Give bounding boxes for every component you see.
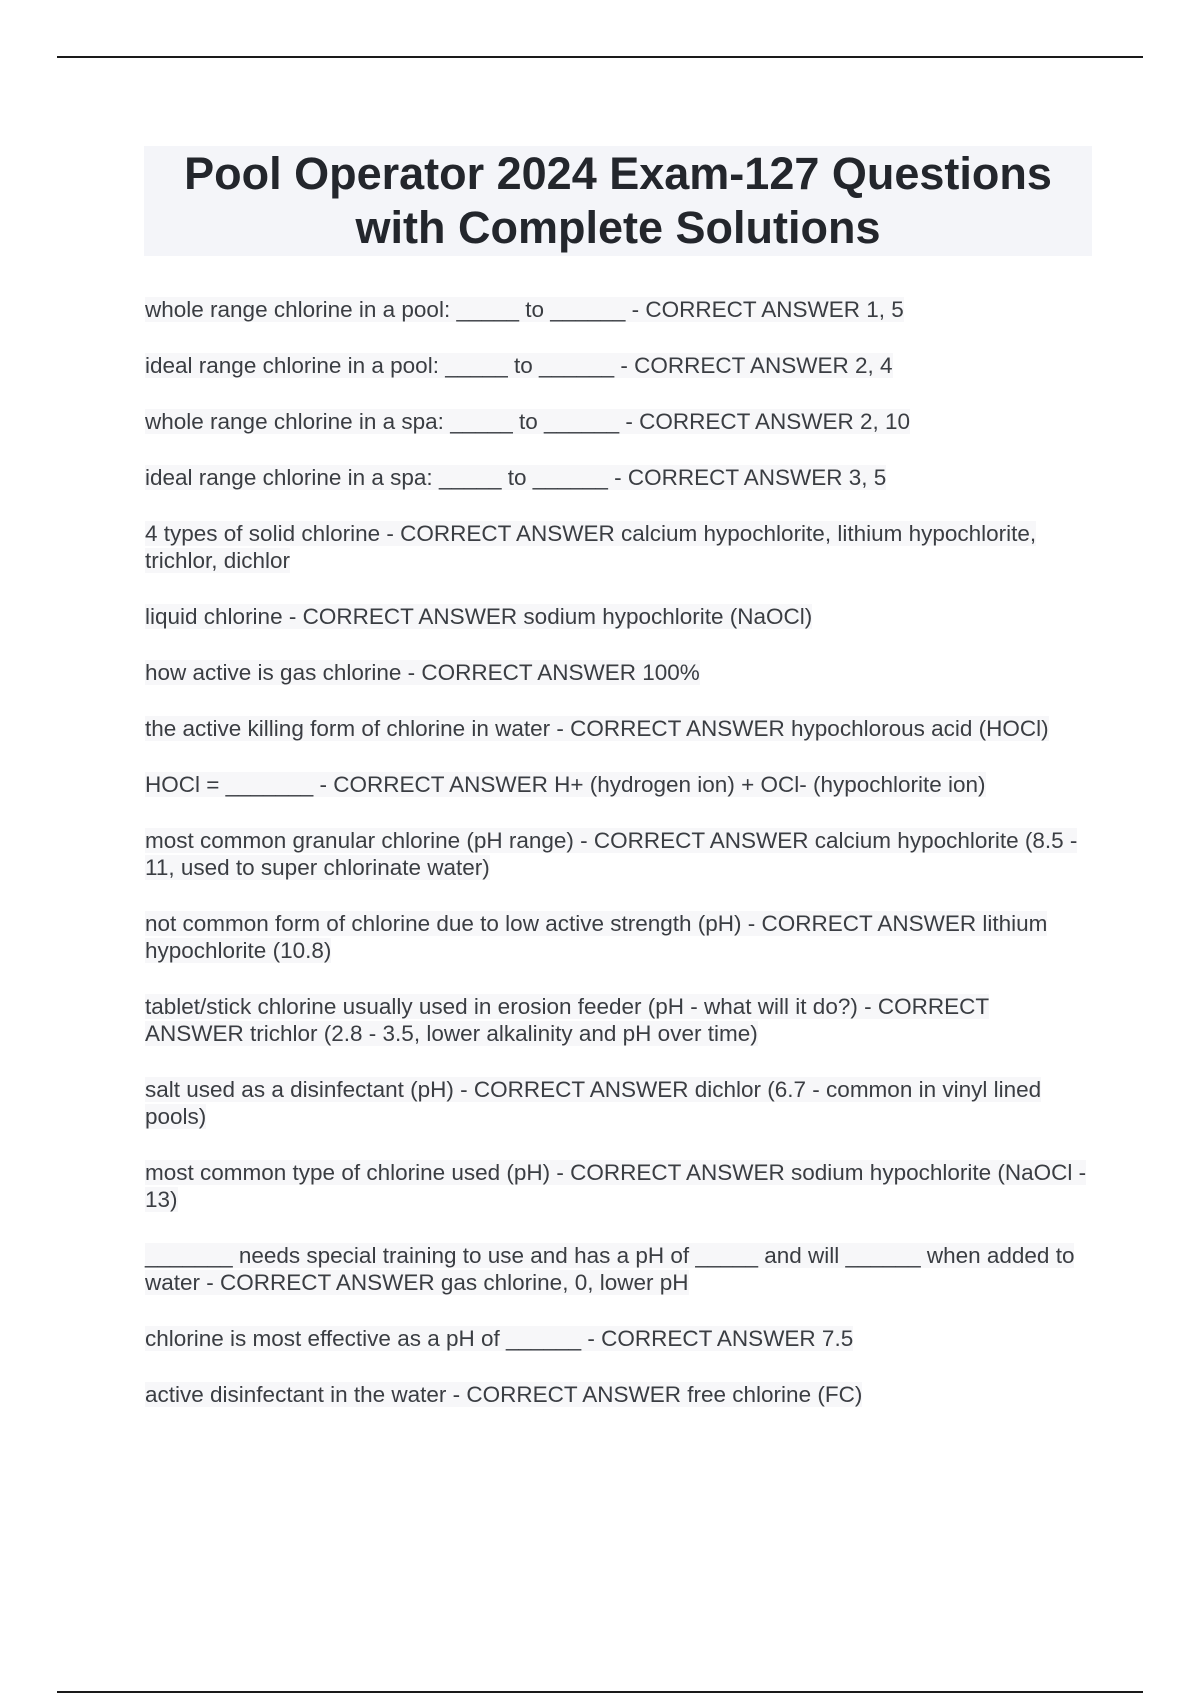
question-item (145, 827, 1090, 881)
question-item (145, 603, 1090, 630)
question-item (145, 715, 1090, 742)
question-item (145, 1076, 1090, 1130)
question-text: most common type of chlorine used (pH) - CORRECT ANSWER sodium hypochlorite (NaOCl - 13) (145, 1160, 1087, 1212)
question-item (145, 1381, 1090, 1408)
question-text: chlorine is most effective as a pH of ______ - CORRECT ANSWER 7.5 (145, 1326, 854, 1351)
question-text: not common form of chlorine due to low active strength (pH) - CORRECT ANSWER lithium hypochlorite (10.8) (145, 911, 1048, 963)
question-item (145, 993, 1090, 1047)
document-title: Pool Operator 2024 Exam-127 Questions with Complete Solutions (184, 148, 1052, 253)
question-text: _______ needs special training to use and has a pH of _____ and will ______ when added to water - CORRECT ANSWER gas chlorine, 0, lower pH (145, 1243, 1075, 1295)
question-item (145, 1242, 1090, 1296)
question-item (145, 520, 1090, 574)
question-text: ideal range chlorine in a pool: _____ to ______ - CORRECT ANSWER 2, 4 (145, 353, 893, 378)
question-text: HOCl = _______ - CORRECT ANSWER H+ (hydrogen ion) + OCl- (hypochlorite ion) (145, 772, 986, 797)
question-item (145, 910, 1090, 964)
question-text: whole range chlorine in a spa: _____ to ______ - CORRECT ANSWER 2, 10 (145, 409, 910, 434)
question-item (145, 659, 1090, 686)
question-text: ideal range chlorine in a spa: _____ to ______ - CORRECT ANSWER 3, 5 (145, 465, 887, 490)
question-text: salt used as a disinfectant (pH) - CORRECT ANSWER dichlor (6.7 - common in vinyl lined pools) (145, 1077, 1042, 1129)
question-text: active disinfectant in the water - CORRECT ANSWER free chlorine (FC) (145, 1382, 863, 1407)
question-text: whole range chlorine in a pool: _____ to ______ - CORRECT ANSWER 1, 5 (145, 297, 904, 322)
question-item (145, 296, 1090, 323)
bottom-divider (57, 1691, 1143, 1693)
question-text: how active is gas chlorine - CORRECT ANSWER 100% (145, 660, 700, 685)
question-text: most common granular chlorine (pH range) - CORRECT ANSWER calcium hypochlorite (8.5 - 11, used to super chlorinate water) (145, 828, 1078, 880)
top-divider (57, 56, 1143, 58)
question-text: tablet/stick chlorine usually used in erosion feeder (pH - what will it do?) - CORRECT ANSWER trichlor (2.8 - 3.5, lower alkalinity and pH over time) (145, 994, 990, 1046)
title-banner (144, 146, 1092, 256)
question-item (145, 464, 1090, 491)
question-item (145, 1159, 1090, 1213)
question-item (145, 771, 1090, 798)
question-text: 4 types of solid chlorine - CORRECT ANSWER calcium hypochlorite, lithium hypochlorite, trichlor, dichlor (145, 521, 1037, 573)
question-list (145, 296, 1090, 1437)
question-item (145, 1325, 1090, 1352)
question-text: liquid chlorine - CORRECT ANSWER sodium hypochlorite (NaOCl) (145, 604, 813, 629)
question-item (145, 408, 1090, 435)
question-text: the active killing form of chlorine in water - CORRECT ANSWER hypochlorous acid (HOCl) (145, 716, 1049, 741)
question-item (145, 352, 1090, 379)
